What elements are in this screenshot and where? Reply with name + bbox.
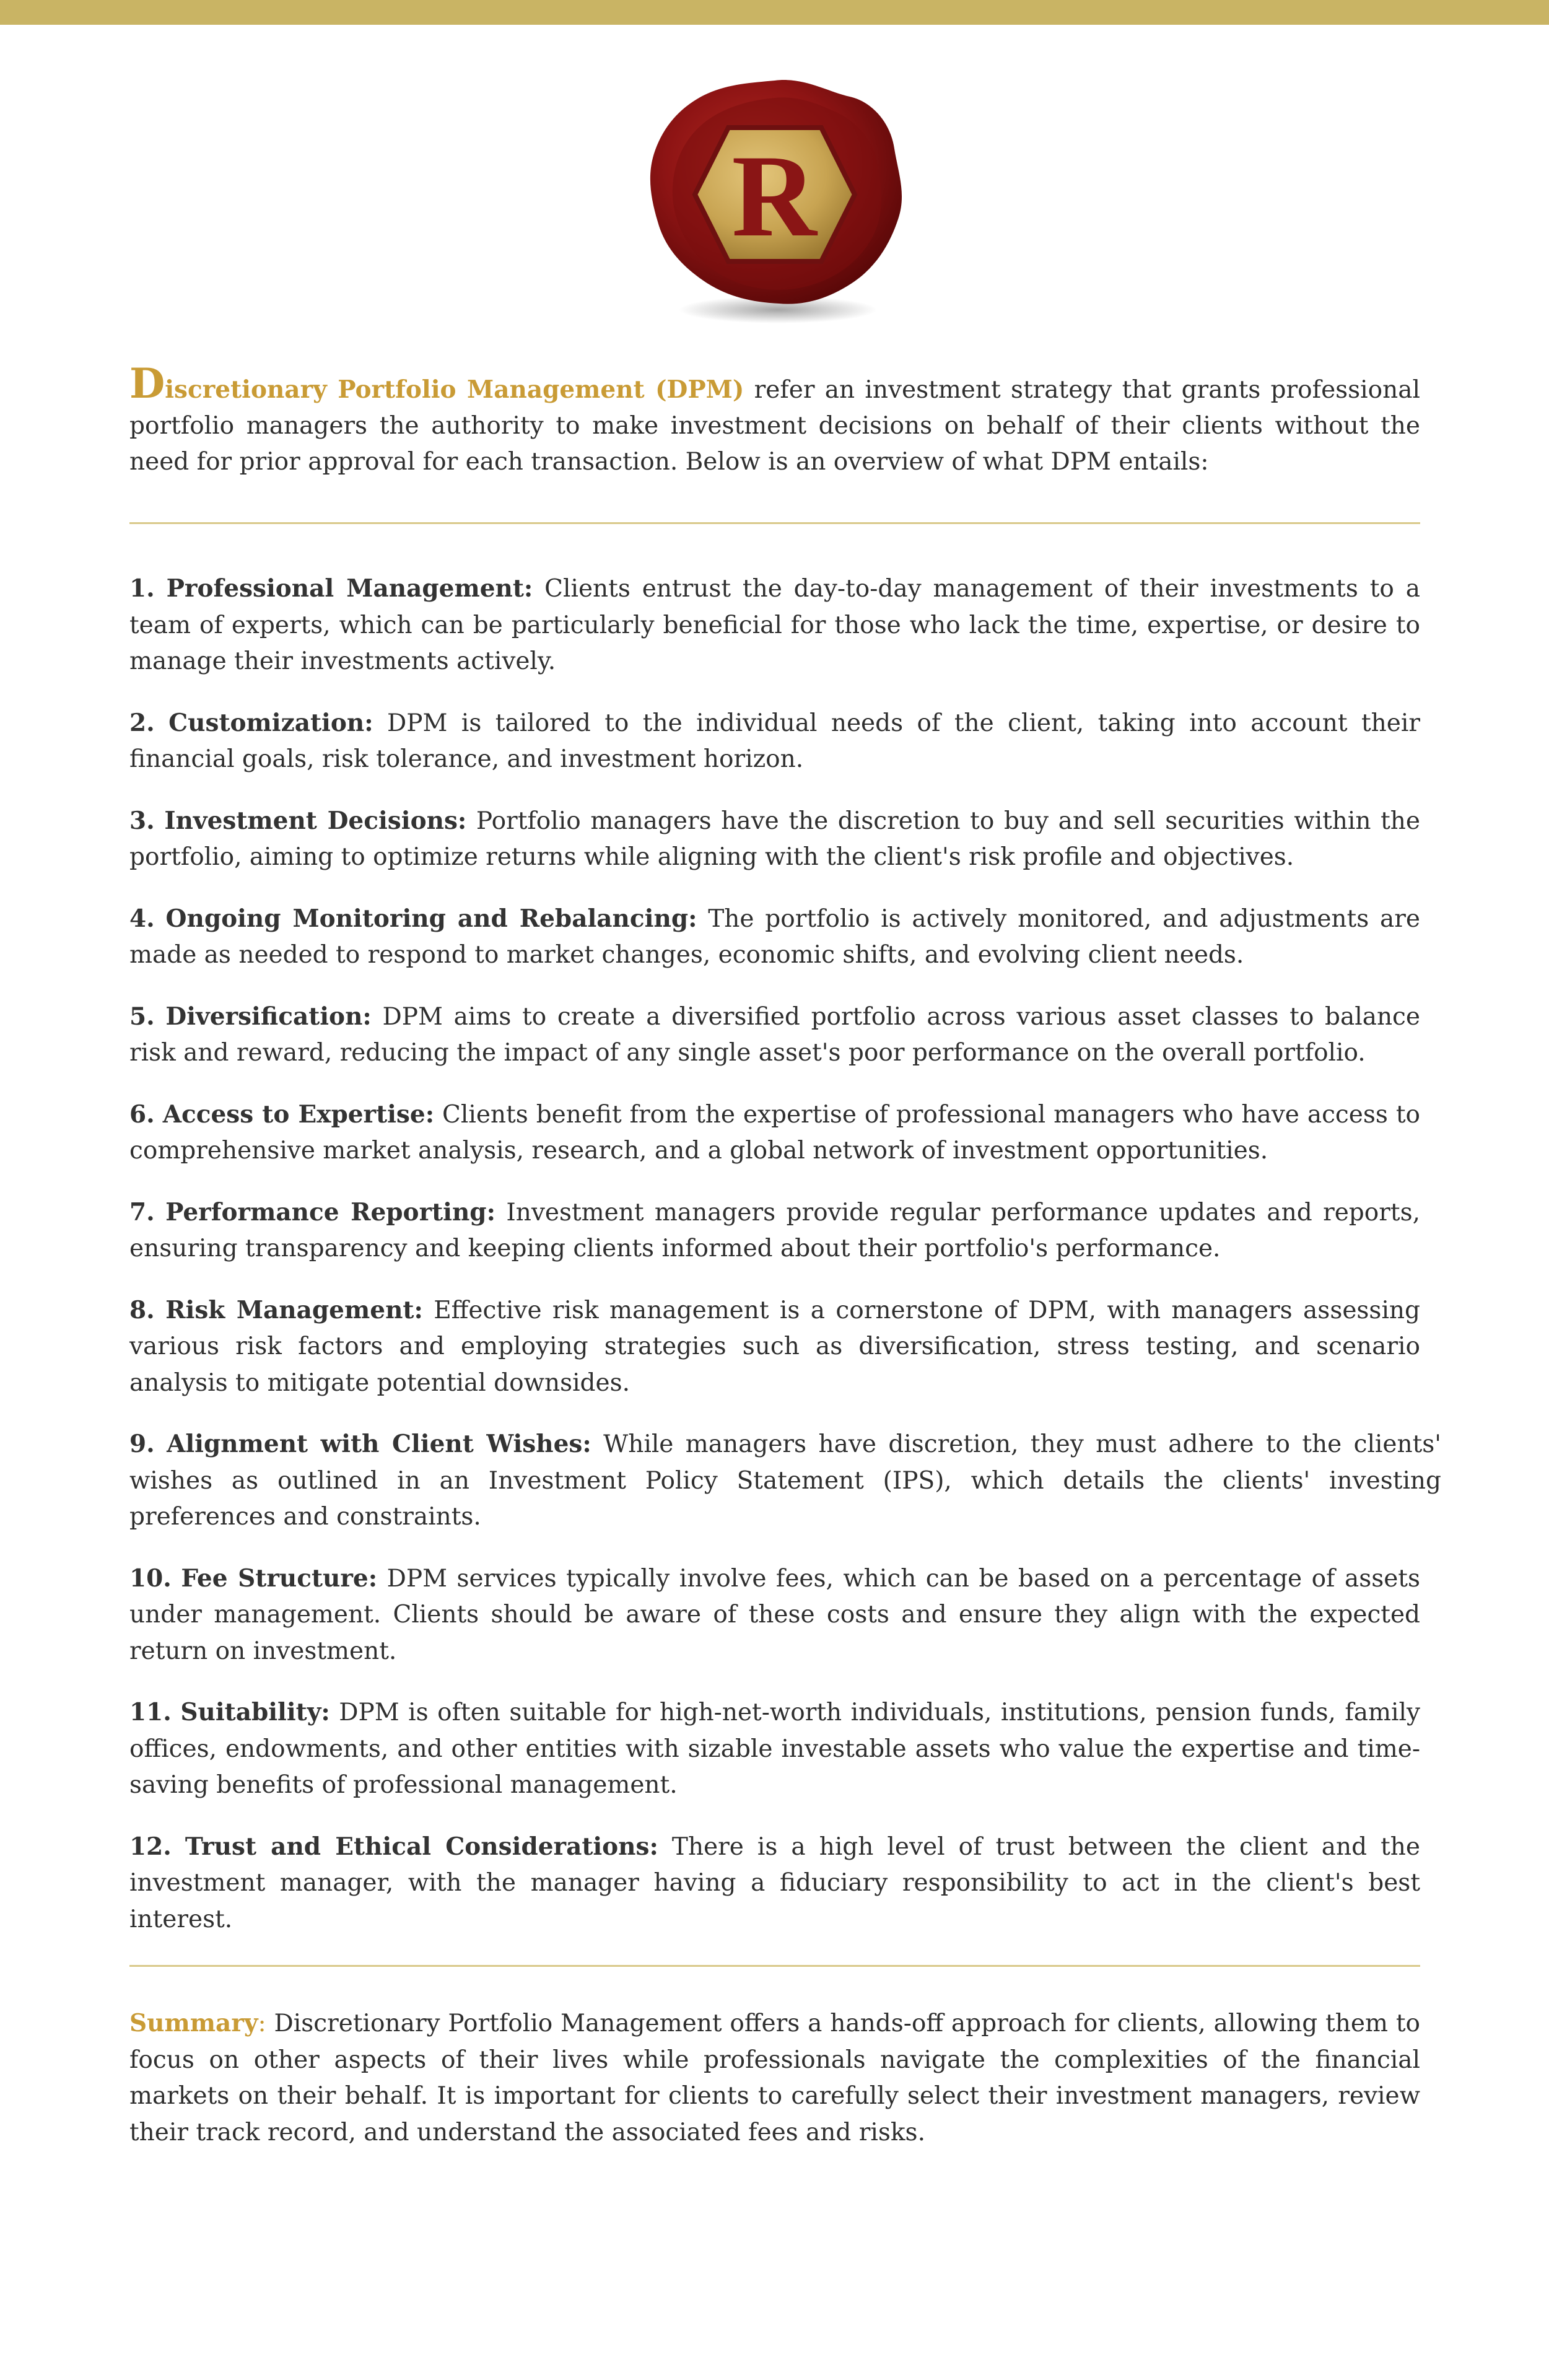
list-item [129, 803, 1420, 876]
item-heading: Access to Expertise: [162, 1100, 435, 1129]
summary-label: Summary [129, 2009, 258, 2037]
item-number: 3. [129, 806, 155, 835]
item-heading: Performance Reporting: [165, 1197, 495, 1227]
top-accent-bar [0, 0, 1549, 25]
list-item [129, 1560, 1420, 1670]
item-heading: Ongoing Monitoring and Rebalancing: [165, 904, 697, 933]
section-divider-bottom [129, 1965, 1420, 1967]
list-item [129, 1096, 1420, 1170]
item-heading: Customization: [168, 708, 373, 737]
item-text: While managers have discretion, they must adhere to the clients' wishes as outlined in an Investment Policy Statement (IPS), which details the clients' investing preferences and constraints. [129, 1430, 1442, 1531]
item-text: There is a high level of trust between the client and the investment manager, with the manager having a fiduciary responsibility to act in the client's best interest. [129, 1832, 1420, 1933]
summary-colon: : [258, 2010, 266, 2037]
wax-seal-logo [642, 73, 908, 327]
section-divider-top [129, 522, 1420, 524]
item-number: 10. [129, 1564, 172, 1593]
item-text: Portfolio managers have the discretion to buy and sell securities within the portfolio, aiming to optimize returns while aligning with the client's risk profile and objectives. [129, 807, 1420, 871]
item-number: 7. [129, 1197, 155, 1227]
list-item [129, 571, 1420, 680]
item-heading: Risk Management: [165, 1295, 423, 1324]
list-item [129, 999, 1420, 1072]
intro-dropcap: D [129, 359, 165, 408]
item-number: 2. [129, 708, 155, 737]
item-text: Effective risk management is a cornerstone of DPM, with managers assessing various risk factors and employing strategies such as diversification, stress testing, and scenario analysis to mitigate potential downsides. [129, 1296, 1421, 1397]
feature-list [129, 571, 1442, 1938]
item-text: DPM is tailored to the individual needs of the client, taking into account their financial goals, risk tolerance, and investment horizon. [129, 709, 1420, 773]
list-item [129, 1292, 1420, 1402]
intro-lead-term [129, 359, 744, 408]
item-text: DPM aims to create a diversified portfolio across various asset classes to balance risk and reward, reducing the impact of any single asset's poor performance on the overall portfolio. [129, 1002, 1420, 1067]
list-item [129, 1194, 1420, 1267]
item-text: Clients entrust the day-to-day management of their investments to a team of experts, which can be particularly beneficial for those who lack the time, expertise, or desire to manage their investments actively. [129, 575, 1420, 675]
item-number: 1. [129, 574, 155, 603]
item-number: 8. [129, 1295, 155, 1324]
document-body [129, 359, 1442, 2175]
item-heading: Trust and Ethical Considerations: [185, 1832, 658, 1861]
item-number: 5. [129, 1002, 155, 1031]
item-number: 9. [129, 1430, 155, 1458]
list-item [129, 705, 1420, 778]
item-text: DPM is often suitable for high-net-worth individuals, institutions, pension funds, family offices, endowments, and other entities with sizable investable assets who value the expertise and time-saving benefits of professional management. [129, 1699, 1420, 1799]
list-item [129, 901, 1420, 974]
list-item [129, 1829, 1420, 1938]
intro-body-text: refer an investment strategy that grants professional portfolio managers the authority to make investment decisions on behalf of their clients without the need for prior approval for each transaction. Below is an overview of what DPM entails: [129, 376, 1420, 476]
item-text: Investment managers provide regular performance updates and reports, ensuring transparency and keeping clients informed about their portfolio's performance. [129, 1198, 1420, 1262]
item-heading: Alignment with Client Wishes: [167, 1430, 591, 1458]
item-text: DPM services typically involve fees, which can be based on a percentage of assets under management. Clients should be aware of these costs and ensure they align with the expected return on investment. [129, 1564, 1420, 1665]
summary-paragraph [129, 2005, 1420, 2151]
item-number: 4. [129, 904, 155, 933]
item-number: 11. [129, 1698, 172, 1726]
item-heading: Investment Decisions: [164, 806, 467, 835]
item-heading: Fee Structure: [181, 1564, 378, 1593]
item-number: 12. [129, 1832, 172, 1861]
list-item [129, 1426, 1441, 1536]
list-item [129, 1694, 1420, 1804]
svg-text:R: R [731, 131, 817, 261]
item-heading: Suitability: [180, 1698, 330, 1726]
summary-text: Discretionary Portfolio Management offers a hands-off approach for clients, allowing them to focus on other aspects of their lives while professionals navigate the complexities of the financial markets on their behalf. It is important for clients to carefully select their investment managers, review their track record, and understand the associated fees and risks. [129, 2010, 1420, 2146]
intro-lead-rest: iscretionary Portfolio Management (DPM) [165, 375, 744, 404]
item-heading: Diversification: [165, 1002, 372, 1031]
item-text: The portfolio is actively monitored, and adjustments are made as needed to respond to market changes, economic shifts, and evolving client needs. [129, 904, 1420, 969]
item-heading: Professional Management: [166, 574, 533, 603]
intro-paragraph [129, 359, 1420, 480]
item-text: Clients benefit from the expertise of professional managers who have access to comprehensive market analysis, research, and a global network of investment opportunities. [129, 1100, 1420, 1165]
item-number: 6. [129, 1100, 155, 1129]
